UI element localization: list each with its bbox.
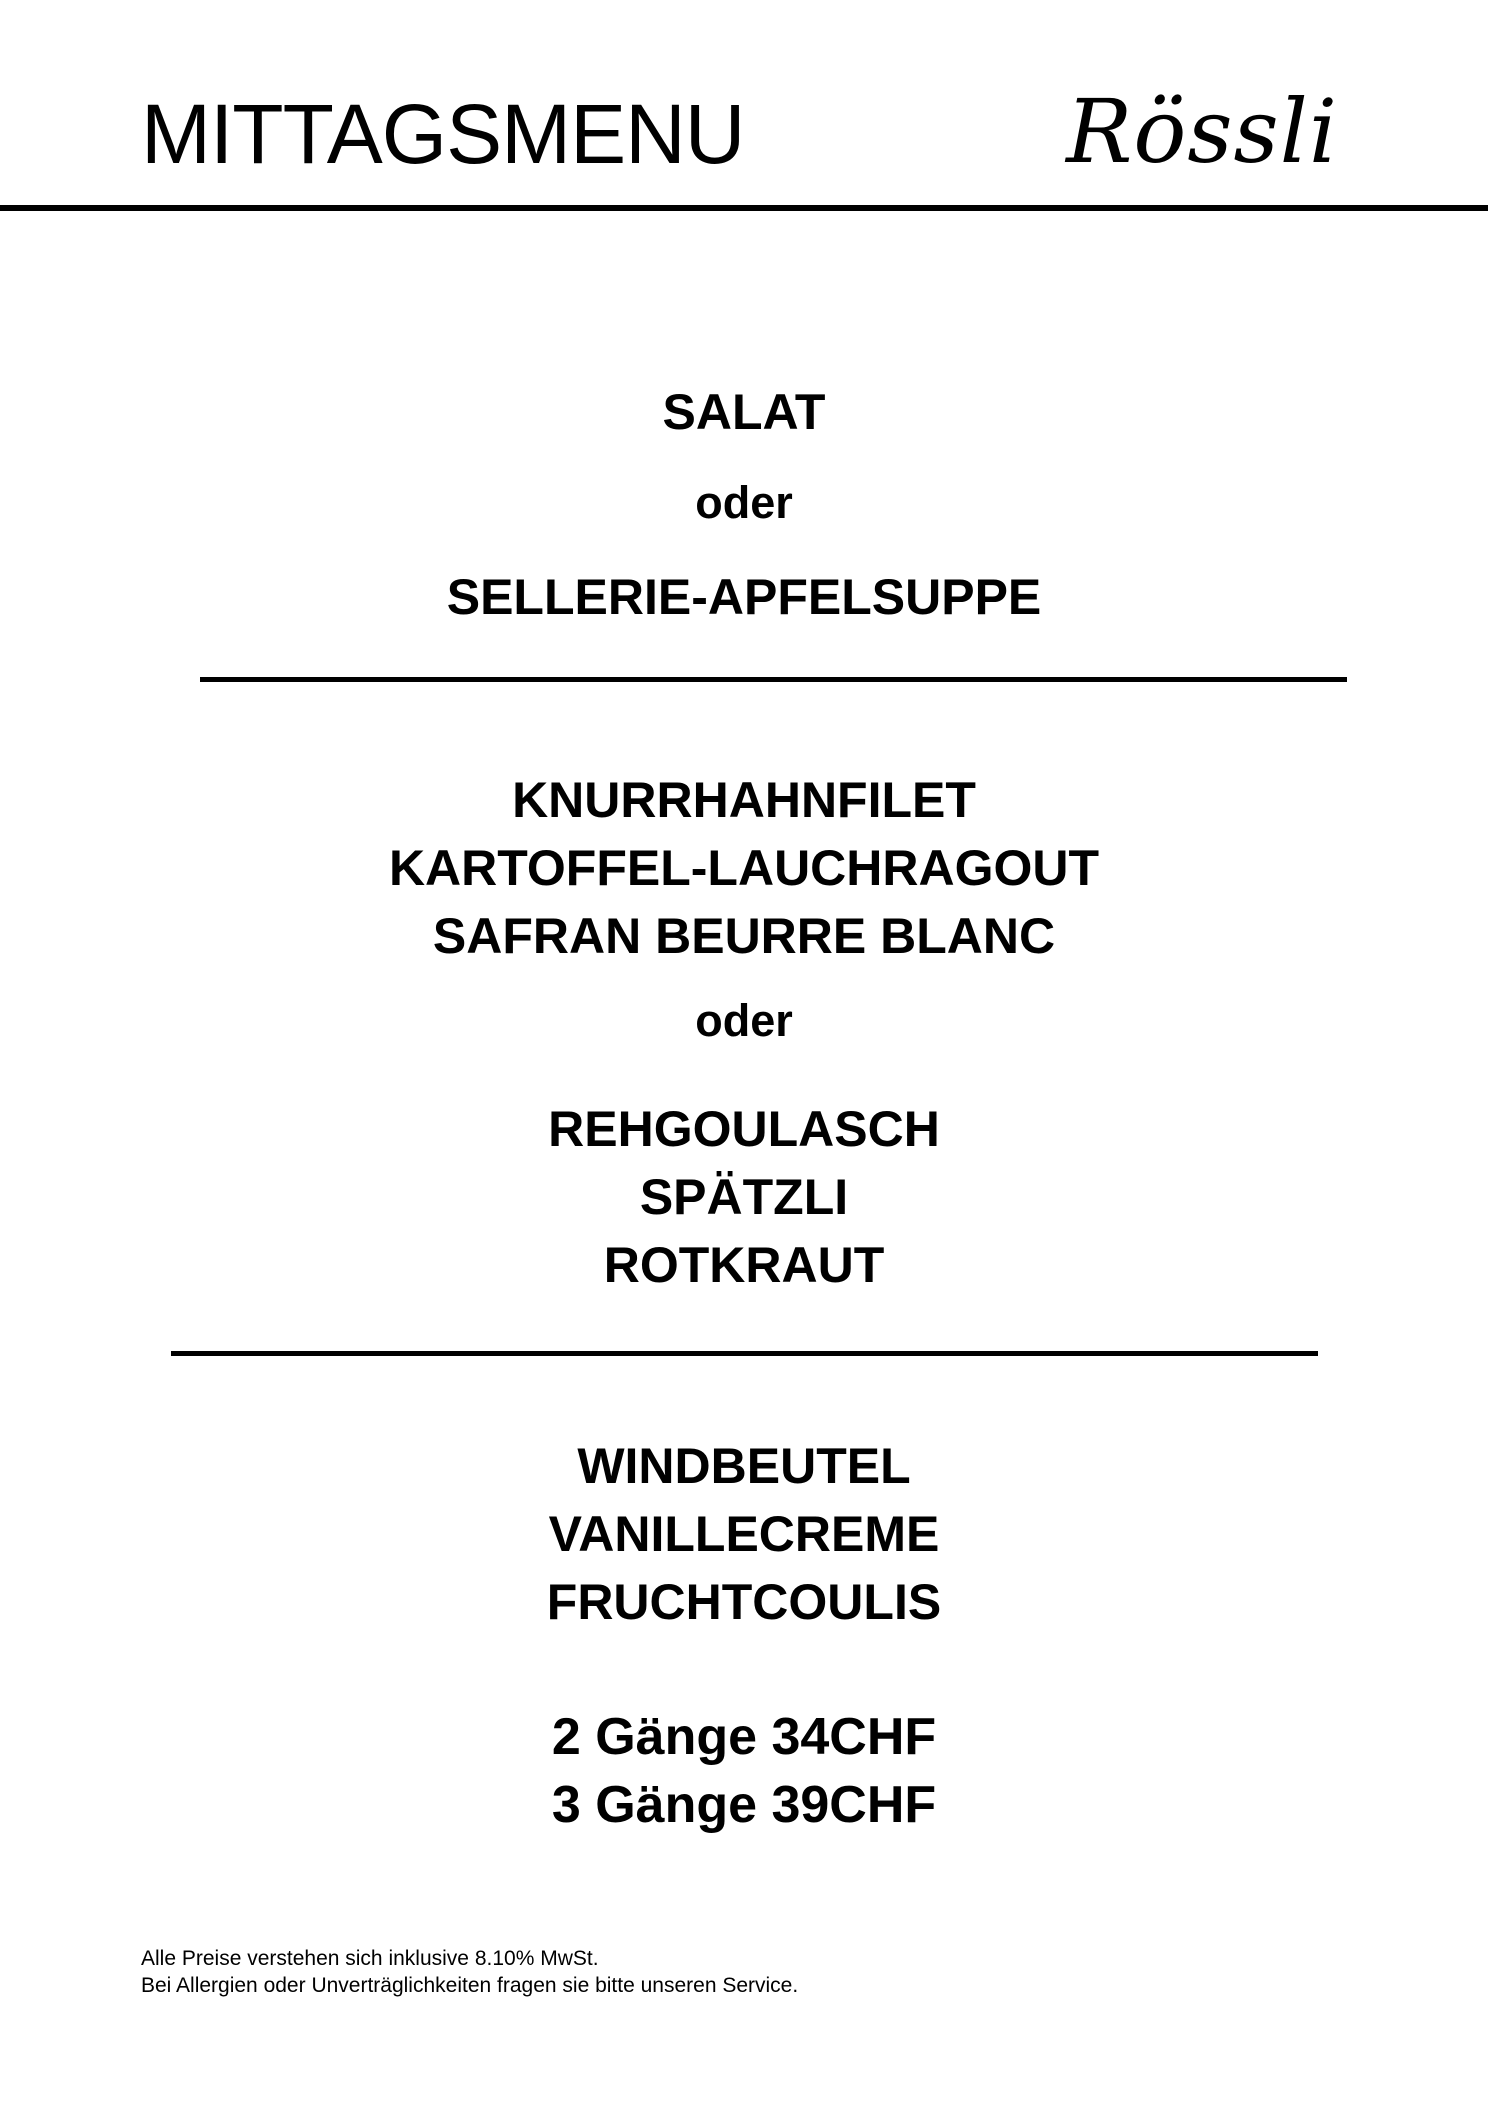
main-option-b-line: REHGOULASCH — [548, 1101, 940, 1157]
price-line: 2 Gänge 34CHF — [551, 1708, 937, 1766]
main-option-a-line: KNURRHAHNFILET — [512, 772, 976, 828]
main-option-a-line: KARTOFFEL-LAUCHRAGOUT — [388, 840, 1100, 896]
dessert-line: WINDBEUTEL — [577, 1438, 911, 1494]
page-title: MITTAGSMENU — [141, 87, 745, 181]
main-option-b-line: SPÄTZLI — [639, 1169, 849, 1225]
main-option-b-line: ROTKRAUT — [603, 1237, 885, 1293]
dessert-line: FRUCHTCOULIS — [546, 1574, 942, 1630]
section-divider — [171, 1351, 1318, 1356]
dessert-line: VANILLECREME — [548, 1506, 940, 1562]
price-line: 3 Gänge 39CHF — [551, 1776, 937, 1834]
main-separator: oder — [695, 995, 793, 1046]
main-option-a-line: SAFRAN BEURRE BLANC — [432, 908, 1056, 964]
header-rule — [0, 205, 1488, 211]
starter-option-a: SALAT — [662, 384, 826, 440]
footer-allergy-note: Bei Allergien oder Unverträglichkeiten fragen sie bitte unseren Service. — [141, 1974, 799, 1997]
starter-separator: oder — [695, 477, 793, 528]
starter-option-b: SELLERIE-APFELSUPPE — [446, 569, 1042, 625]
section-divider — [200, 677, 1347, 682]
restaurant-logo: Rössli — [1066, 80, 1338, 183]
footer-vat-note: Alle Preise verstehen sich inklusive 8.10% MwSt. — [141, 1947, 599, 1970]
